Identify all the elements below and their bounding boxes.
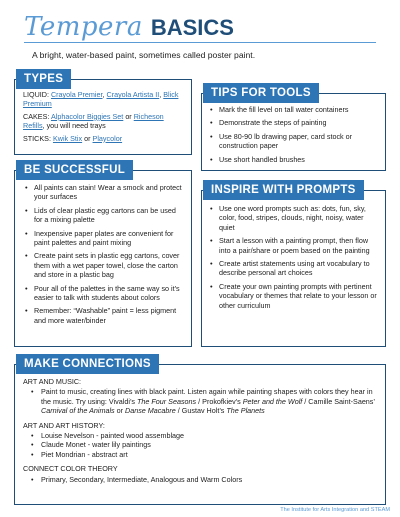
list-item: • Create artist statements using art vocabulary to describe personal art choices [208,259,379,278]
title-main: BASICS [150,15,234,40]
list-item: • Piet Mondrian - abstract art [23,450,377,459]
list-item: • Primary, Secondary, Intermediate, Analogous and Warm Colors [23,475,377,484]
link-kwik-stix[interactable]: Kwik Stix [52,133,83,143]
successful-section [14,170,192,347]
title-divider [24,42,376,43]
list-item: • Remember: “Washable” paint = less pigment and more water/binder [23,306,184,325]
tips-list [208,105,379,164]
connections-heading: MAKE CONNECTIONS [16,354,159,374]
list-item: • Use short handled brushes [208,155,379,164]
list-item: • Use one word prompts such as: dots, fun, sky, color, food, stripes, clouds, night, noisy, water quiet [208,204,379,232]
list-item: • Mark the fill level on tall water containers [208,105,379,114]
types-cakes: CAKES: Alphacolor Biggies Set or Richeson Refills, you will need trays [23,111,164,131]
inspire-list [208,204,379,310]
subtitle: A bright, water-based paint, sometimes called poster paint. [32,50,256,60]
link-crayola-artista[interactable]: Crayola Artista II [106,90,160,99]
list-item: • Claude Monet - water lily paintings [23,440,377,449]
inspire-heading: INSPIRE WITH PROMPTS [203,180,364,200]
list-item: • Create your own painting prompts with pertinent vocabulary or themes that relate to your lesson or other curriculum [208,282,379,310]
types-sticks: STICKS: Kwik Stix or Playcolor [23,133,123,143]
link-blick-premium[interactable]: Blick Premium [23,90,179,109]
list-item: • All paints can stain! Wear a smock and protect your surfaces [23,183,184,202]
list-item: • Use 80-90 lb drawing paper, card stock or construction paper [208,132,379,151]
successful-heading: BE SUCCESSFUL [16,160,133,180]
history-list [23,431,377,459]
types-liquid: LIQUID: Crayola Premier, Crayola Artista II, Blick Premium [23,90,179,109]
list-item: • Pour all of the palettes in the same way so it's easier to talk with students about colors [23,284,184,303]
theory-list [23,475,377,484]
types-heading: TYPES [16,69,71,89]
list-item: • Start a lesson with a painting prompt, then flow into a pair/share or poem based on the painting [208,236,379,255]
tips-section [201,93,386,171]
footer-credit: The Institute for Arts Integration and STEAM [280,507,390,513]
theory-label: CONNECT COLOR THEORY [23,464,118,474]
link-alphacolor-biggies[interactable]: Alphacolor Biggies Set [50,111,124,121]
link-richeson-refills[interactable]: Richeson Refills [23,111,164,131]
page-title [24,8,234,42]
list-item: • Louise Nevelson - painted wood assemblage [23,431,377,440]
tips-heading: TIPS FOR TOOLS [203,83,319,103]
connections-section [14,364,386,505]
list-item: • Paint to music, creating lines with black paint. Listen again while painting shapes with colors they hear in the music. Try using: Vivaldi’s The Four Seasons / Prokofkiev’s Peter and the Wolf / Camille Saint-Saens’ Carnival of the Animals or Danse Macabre / Gustav Holt’s The Planets [23,387,377,415]
successful-list [23,183,184,325]
types-section [14,79,192,155]
inspire-section [201,190,386,347]
list-item: • Demonstrate the steps of painting [208,118,379,127]
list-item: • Lids of clear plastic egg cartons can be used for a mixing palette [23,206,184,225]
history-label: ART AND ART HISTORY: [23,420,105,430]
link-playcolor[interactable]: Playcolor [92,133,123,143]
link-crayola-premier[interactable]: Crayola Premier [50,90,103,99]
title-script: Tempera [24,12,143,42]
music-list [23,387,377,415]
list-item: • Inexpensive paper plates are convenient for paint palettes and paint mixing [23,229,184,248]
list-item: • Create paint sets in plastic egg cartons, cover them with a wet paper towel, close the carton and store in a plastic bag [23,251,184,279]
music-label: ART AND MUSIC: [23,377,82,386]
